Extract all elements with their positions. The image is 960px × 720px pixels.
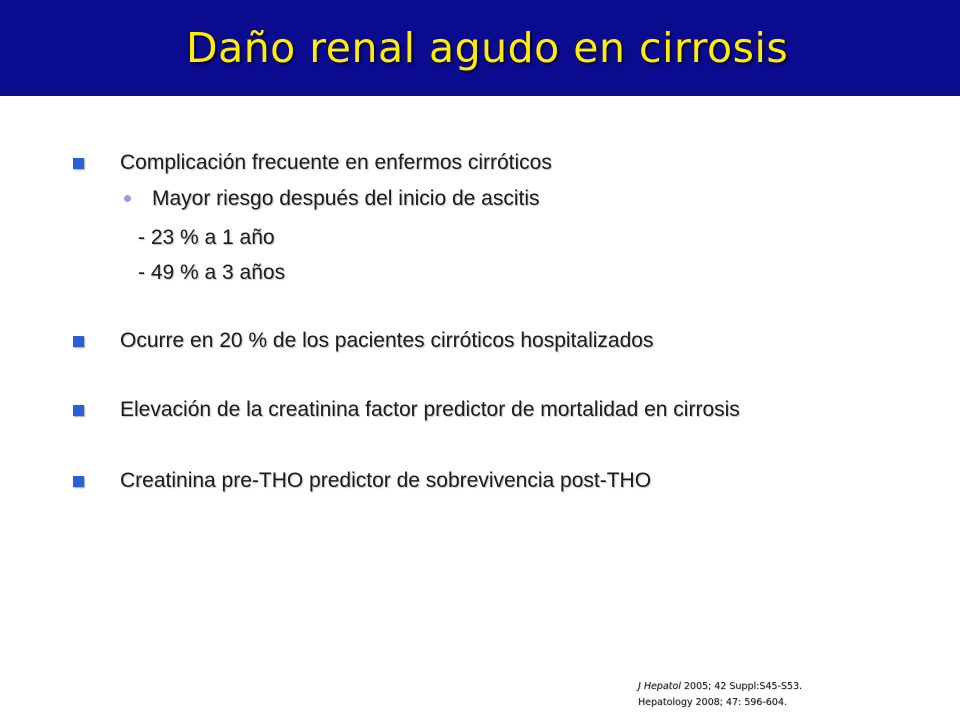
bullet-text-elevacion: Elevación de la creatinina factor predictor de mortalidad en cirrosis bbox=[120, 398, 740, 421]
slide-title: Daño renal agudo en cirrosis bbox=[186, 24, 789, 72]
square-bullet-icon bbox=[73, 158, 84, 169]
reference-j-hepatol bbox=[638, 680, 802, 694]
square-bullet-icon bbox=[73, 405, 84, 416]
sub-line-49-percent: - 49 % a 3 años bbox=[138, 261, 286, 284]
bullet-text-complicacion: Complicación frecuente en enfermos cirróticos bbox=[120, 151, 552, 174]
reference-hepatology: Hepatology 2008; 47: 596-604. bbox=[638, 697, 787, 708]
sub-line-23-percent: - 23 % a 1 año bbox=[138, 226, 275, 249]
bullet-text-creatinina: Creatinina pre-THO predictor de sobrevivencia post-THO bbox=[120, 469, 652, 492]
square-bullet-icon bbox=[73, 336, 84, 347]
reference-journal: J Hepatol bbox=[638, 681, 681, 692]
square-bullet-icon bbox=[73, 476, 84, 487]
title-bar bbox=[0, 0, 960, 96]
sub-bullet-text-ascitis: Mayor riesgo después del inicio de ascitis bbox=[152, 187, 540, 210]
round-bullet-icon bbox=[124, 195, 131, 202]
reference-details: 2005; 42 Suppl:S45-S53. bbox=[680, 681, 803, 692]
bullet-text-ocurre: Ocurre en 20 % de los pacientes cirróticos hospitalizados bbox=[120, 329, 654, 352]
